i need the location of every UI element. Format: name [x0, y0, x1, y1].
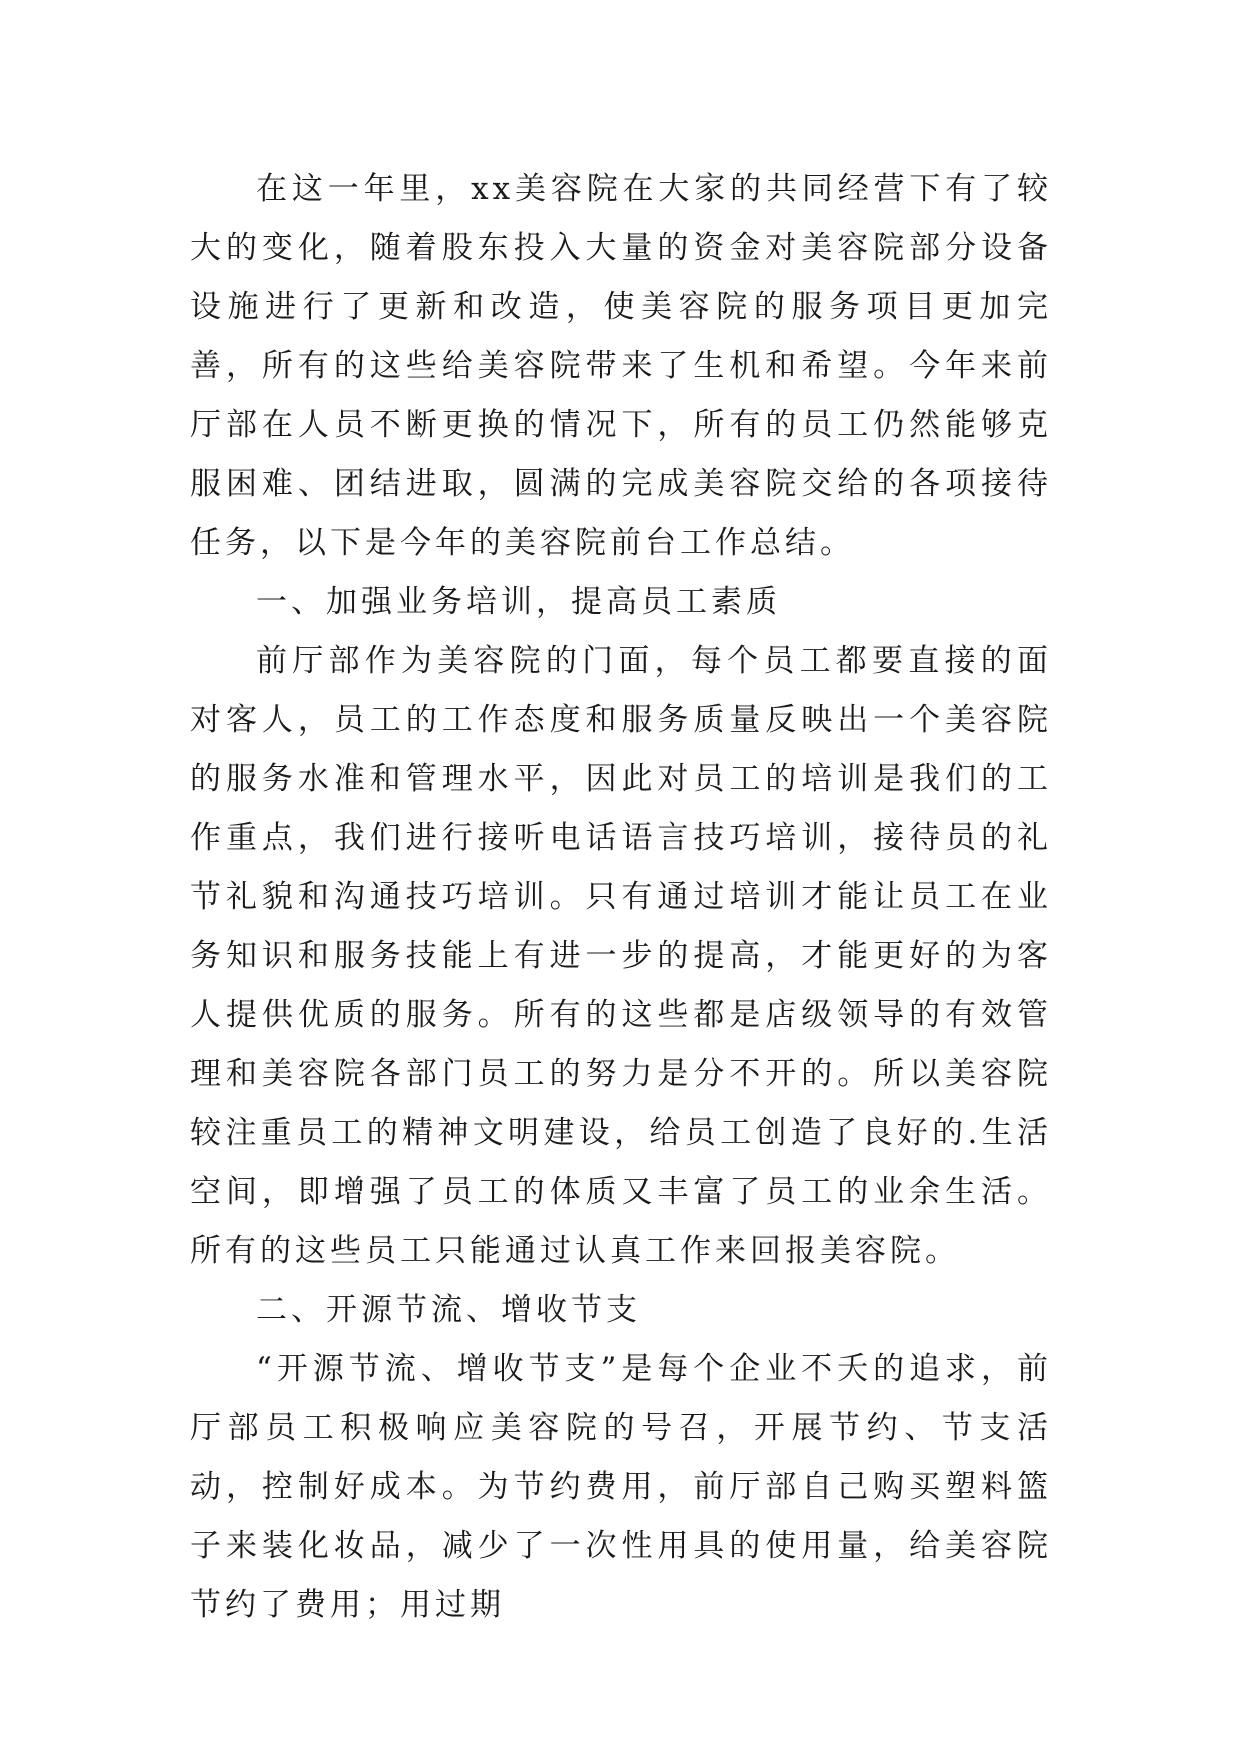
intro-paragraph: 在这一年里，xx美容院在大家的共同经营下有了较大的变化，随着股东投入大量的资金对美容院部分设备设施进行了更新和改造，使美容院的服务项目更加完善，所有的这些给美容院带来了生机和希望。今年来前厅部在人员不断更换的情况下，所有的员工仍然能够克服困难、团结进取，圆满的完成美容院交给的各项接待任务，以下是今年的美容院前台工作总结。	[190, 171, 1052, 561]
section-2-paragraph: “开源节流、增收节支”是每个企业不夭的追求，前厅部员工积极响应美容院的号召，开展节约、节支活动，控制好成本。为节约费用，前厅部自己购买塑料篮子来装化妆品，减少了一次性用具的使用量，给美容院节约了费用；用过期	[190, 1351, 1052, 1623]
section-1-paragraph: 前厅部作为美容院的门面，每个员工都要直接的面对客人，员工的工作态度和服务质量反映出一个美容院的服务水准和管理水平，因此对员工的培训是我们的工作重点，我们进行接听电话语言技巧培训，接待员的礼节礼貌和沟通技巧培训。只有通过培训才能让员工在业务知识和服务技能上有进一步的提高，才能更好的为客人提供优质的服务。所有的这些都是店级领导的有效管理和美容院各部门员工的努力是分不开的。所以美容院较注重员工的精神文明建设，给员工创造了良好的.生活空间，即增强了员工的体质又丰富了员工的业余生活。所有的这些员工只能通过认真工作来回报美容院。	[190, 643, 1052, 1269]
section-heading-1: 一、加强业务培训，提高员工素质	[256, 584, 781, 620]
document-body	[190, 160, 1052, 1635]
section-heading-2: 二、开源节流、增收节支	[256, 1292, 641, 1328]
